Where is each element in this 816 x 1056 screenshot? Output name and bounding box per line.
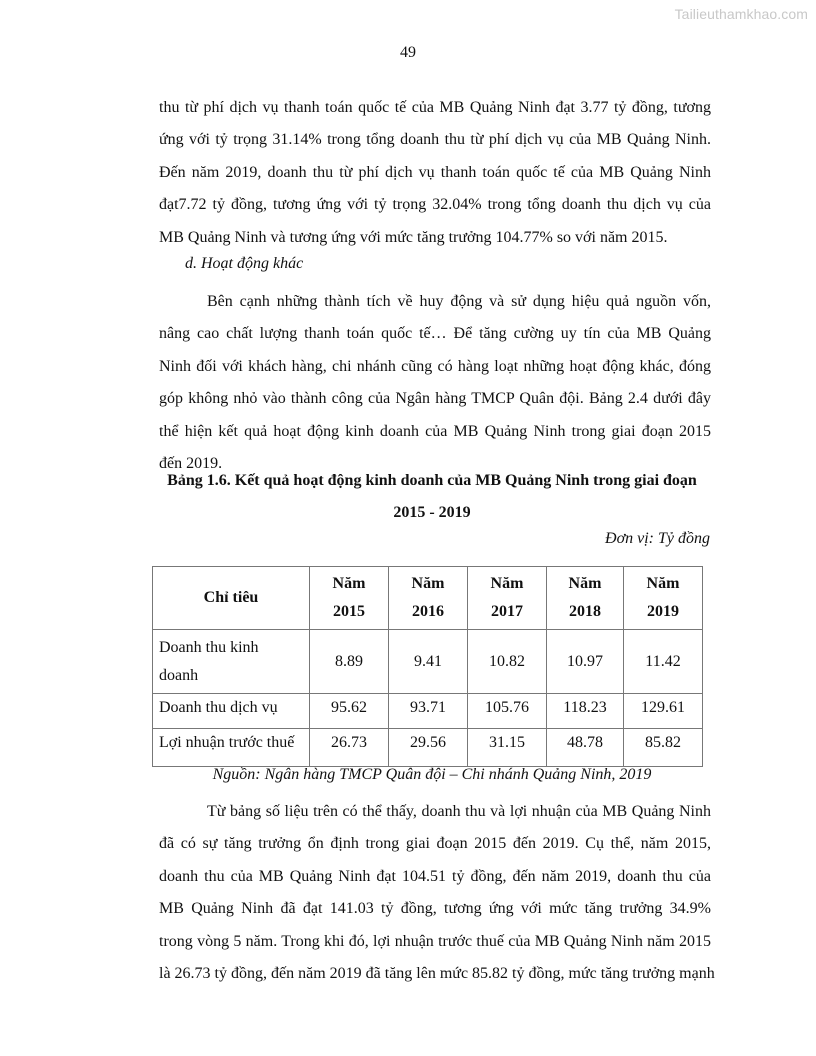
table-cell: 10.97 (547, 630, 624, 694)
table-cell: 26.73 (310, 729, 389, 767)
header-year-value: 2018 (569, 603, 601, 620)
table-title-line-1: Bảng 1.6. Kết quả hoạt động kinh doanh của MB Quảng Ninh trong giai đoạn (167, 472, 697, 489)
header-year-value: 2015 (333, 603, 365, 620)
row-label-line: doanh (159, 666, 199, 684)
header-year-label: Năm (332, 575, 366, 592)
table-cell: 10.82 (468, 630, 547, 694)
text-line: thể hiện kết quả hoạt động kinh doanh của MB Quảng Ninh trong giai đoạn 2015 (159, 422, 711, 440)
header-year-label: Năm (646, 575, 680, 592)
header-cell-year (547, 567, 624, 630)
table-cell: 118.23 (547, 694, 624, 729)
table-cell: 29.56 (389, 729, 468, 767)
row-label: Lợi nhuận trước thuế (153, 729, 310, 767)
page-number: 49 (400, 44, 416, 61)
table-cell: 31.15 (468, 729, 547, 767)
table-cell: 95.62 (310, 694, 389, 729)
header-year-label: Năm (490, 575, 524, 592)
text-line: Đến năm 2019, doanh thu từ phí dịch vụ thanh toán quốc tế của MB Quảng Ninh (159, 163, 711, 181)
header-year-value: 2019 (647, 603, 679, 620)
table-cell: 11.42 (624, 630, 703, 694)
table-title (152, 465, 712, 529)
text-line: trong vòng 5 năm. Trong khi đó, lợi nhuận trước thuế của MB Quảng Ninh năm 2015 (159, 932, 711, 950)
table-cell: 48.78 (547, 729, 624, 767)
results-table (152, 566, 703, 767)
text-line: MB Quảng Ninh đã đạt 141.03 tỷ đồng, tương ứng với mức tăng trưởng 34.9% (159, 900, 711, 918)
header-year-label: Năm (411, 575, 445, 592)
header-cell-year (624, 567, 703, 630)
table-cell: 8.89 (310, 630, 389, 694)
header-cell-year (389, 567, 468, 630)
paragraph-3 (159, 796, 715, 990)
table-title-line-2: 2015 - 2019 (393, 504, 471, 521)
text-line: là 26.73 tỷ đồng, đến năm 2019 đã tăng lên mức 85.82 tỷ đồng, mức tăng trưởng mạnh (159, 965, 715, 983)
header-year-value: 2016 (412, 603, 444, 620)
row-label: Doanh thu dịch vụ (153, 694, 310, 729)
text-line: MB Quảng Ninh và tương ứng với mức tăng trưởng 104.77% so với năm 2015. (159, 228, 668, 246)
text-line: Từ bảng số liệu trên có thể thấy, doanh thu và lợi nhuận của MB Quảng Ninh (207, 803, 711, 820)
paragraph-1 (159, 92, 711, 254)
watermark: Tailieuthamkhao.com (674, 6, 808, 22)
table-cell: 9.41 (389, 630, 468, 694)
text-line: đến 2019. (159, 455, 223, 473)
table-row (153, 630, 703, 694)
text-line: góp không nhỏ vào thành công của Ngân hàng TMCP Quân đội. Bảng 2.4 dưới đây (159, 390, 711, 408)
table-row (153, 729, 703, 767)
table-header-row (153, 567, 703, 630)
table-unit: Đơn vị: Tỷ đồng (605, 530, 710, 547)
paragraph-2 (159, 286, 711, 480)
row-label-line: Doanh thu kinh (159, 638, 259, 656)
header-cell-label: Chỉ tiêu (153, 567, 310, 630)
text-line: đạt7.72 tỷ đồng, tương ứng với tỷ trọng 32.04% trong tổng doanh thu dịch vụ của (159, 196, 711, 214)
section-heading: d. Hoạt động khác (185, 255, 304, 272)
table-cell: 85.82 (624, 729, 703, 767)
text-line: Bên cạnh những thành tích về huy động và sử dụng hiệu quả nguồn vốn, (207, 293, 711, 310)
text-line: Ninh đối với khách hàng, chi nhánh cũng có hàng loạt những hoạt động khác, đóng (159, 357, 711, 375)
text-line: doanh thu của MB Quảng Ninh đạt 104.51 tỷ đồng, đến năm 2019, doanh thu của (159, 867, 711, 885)
header-cell-year (310, 567, 389, 630)
header-year-label: Năm (568, 575, 602, 592)
table-row (153, 694, 703, 729)
table-cell: 129.61 (624, 694, 703, 729)
text-line: đã có sự tăng trưởng ổn định trong giai đoạn 2015 đến 2019. Cụ thể, năm 2015, (159, 835, 711, 853)
header-year-value: 2017 (491, 603, 523, 620)
table-source: Nguồn: Ngân hàng TMCP Quân đội – Chi nhánh Quảng Ninh, 2019 (212, 766, 652, 783)
header-cell-year (468, 567, 547, 630)
table-cell: 105.76 (468, 694, 547, 729)
row-label (153, 630, 310, 694)
text-line: ứng với tỷ trọng 31.14% trong tổng doanh thu từ phí dịch vụ của MB Quảng Ninh. (159, 131, 711, 149)
text-line: thu từ phí dịch vụ thanh toán quốc tế của MB Quảng Ninh đạt 3.77 tỷ đồng, tương (159, 99, 711, 116)
table-cell: 93.71 (389, 694, 468, 729)
text-line: nâng cao chất lượng thanh toán quốc tế… Để tăng cường uy tín của MB Quảng (159, 325, 711, 343)
